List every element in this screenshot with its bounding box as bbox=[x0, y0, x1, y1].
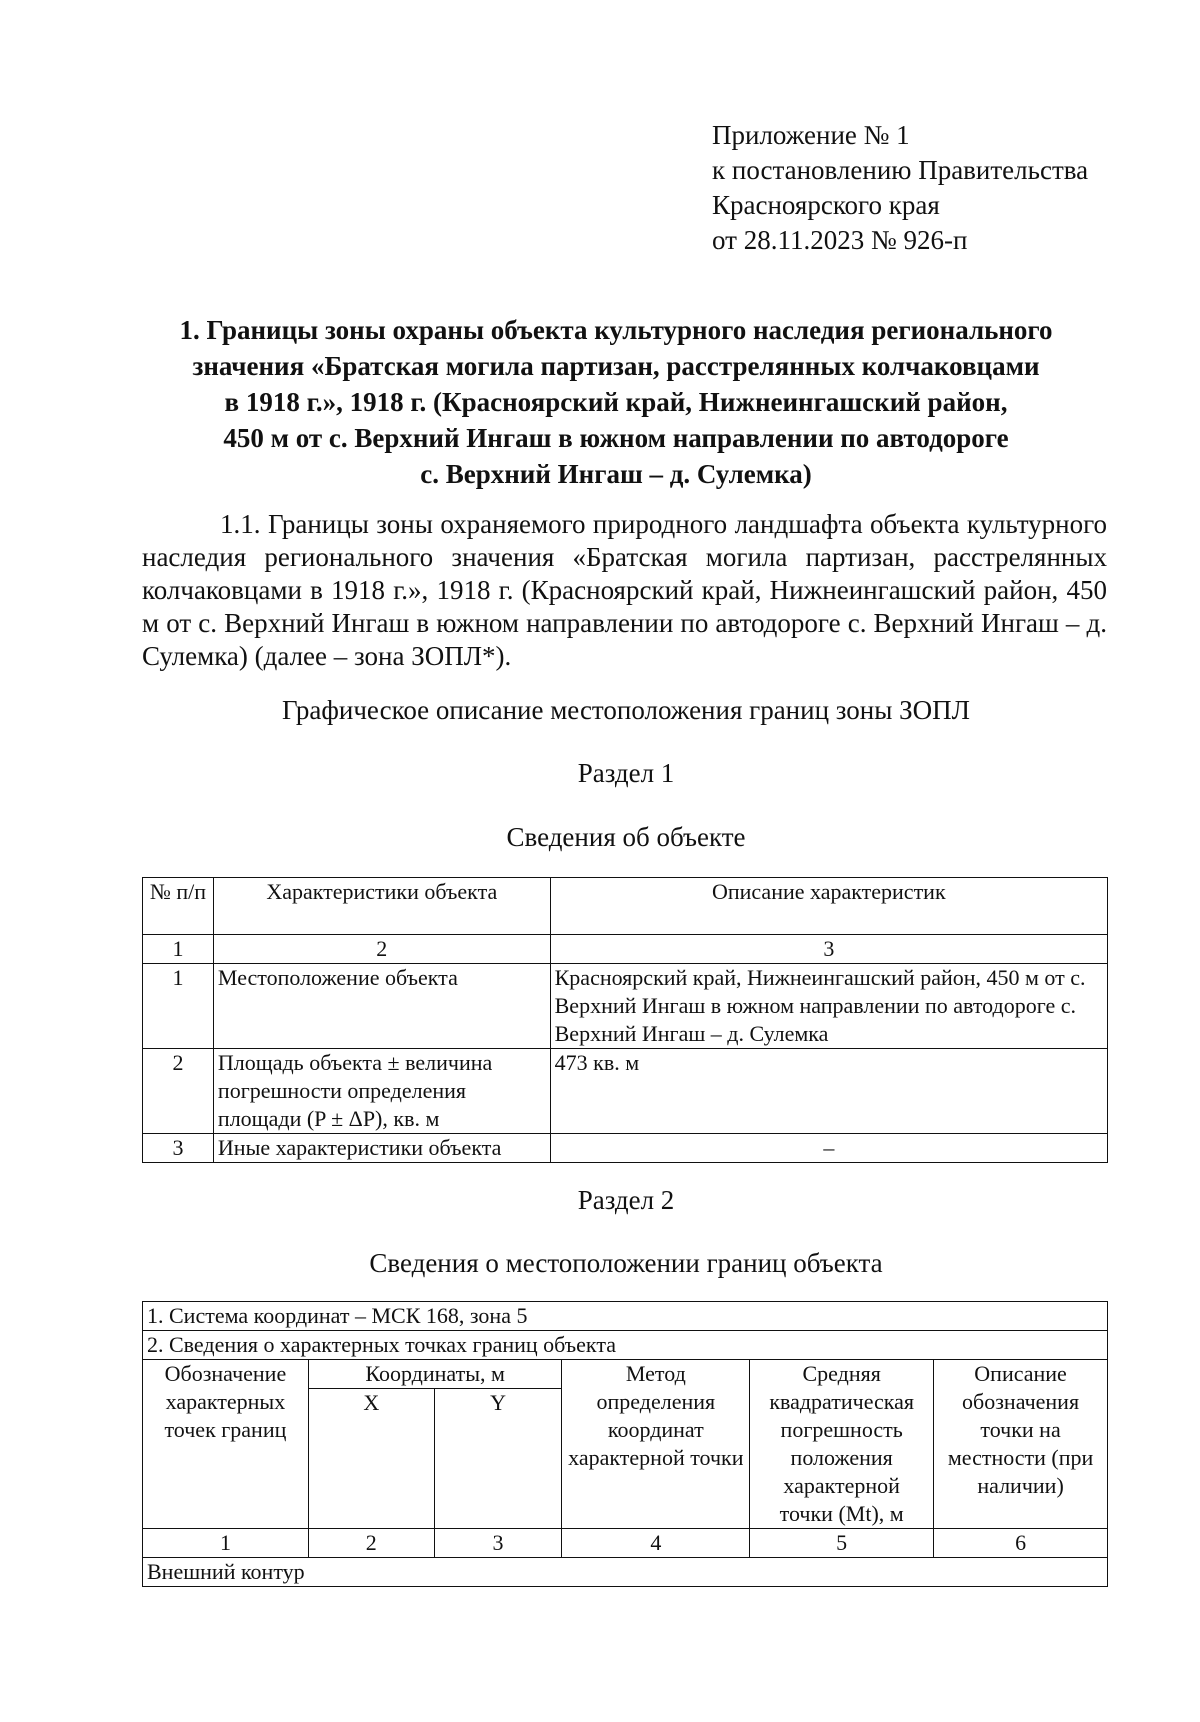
header-cell: Средняя квадратическая погрешность положения характерной точки (Mt), м bbox=[750, 1360, 934, 1529]
coord-system-row bbox=[143, 1302, 1108, 1331]
header-cell: № п/п bbox=[143, 878, 214, 935]
header-cell: Координаты, м bbox=[308, 1360, 562, 1389]
points-info: 2. Сведения о характерных точках границ объекта bbox=[143, 1331, 1108, 1360]
section1-subtitle: Сведения об объекте bbox=[506, 822, 746, 852]
column-number: 3 bbox=[550, 935, 1107, 964]
points-info-row bbox=[143, 1331, 1108, 1360]
column-number: 4 bbox=[562, 1529, 750, 1558]
section-heading bbox=[130, 312, 1102, 492]
heading-line: 1. Границы зоны охраны объекта культурного наследия регионального bbox=[179, 315, 1053, 345]
annex-block bbox=[712, 118, 1088, 258]
header-cell: Характеристики объекта bbox=[213, 878, 550, 935]
characteristic-name: Площадь объекта ± величина погрешности определения площади (P ± ΔP), кв. м bbox=[213, 1049, 550, 1134]
column-number: 1 bbox=[143, 935, 214, 964]
row-number: 1 bbox=[143, 964, 214, 1049]
column-number: 2 bbox=[308, 1529, 434, 1558]
heading-line: значения «Братская могила партизан, расстрелянных колчаковцами bbox=[192, 351, 1040, 381]
heading-line: с. Верхний Ингаш – д. Сулемка) bbox=[420, 459, 812, 489]
boundary-points-table bbox=[142, 1301, 1108, 1587]
characteristic-value: 473 кв. м bbox=[550, 1049, 1107, 1134]
characteristic-name: Местоположение объекта bbox=[213, 964, 550, 1049]
object-info-table bbox=[142, 877, 1108, 1163]
header-cell: Y bbox=[434, 1389, 562, 1529]
table-row bbox=[143, 1134, 1108, 1163]
coord-system: 1. Система координат – МСК 168, зона 5 bbox=[143, 1302, 1108, 1331]
table-row bbox=[143, 1049, 1108, 1134]
annex-line: Приложение № 1 bbox=[712, 120, 910, 150]
annex-line: Красноярского края bbox=[712, 190, 940, 220]
header-cell: Описание обозначения точки на местности (при наличии) bbox=[934, 1360, 1108, 1529]
table-header-row bbox=[143, 1360, 1108, 1389]
section2-subtitle: Сведения о местоположении границ объекта bbox=[369, 1248, 883, 1278]
header-cell: Обозначение характерных точек границ bbox=[143, 1360, 309, 1529]
header-cell: X bbox=[308, 1389, 434, 1529]
header-cell: Описание характеристик bbox=[550, 878, 1107, 935]
heading-line: в 1918 г.», 1918 г. (Красноярский край, Нижнеингашский район, bbox=[224, 387, 1008, 417]
table-number-row bbox=[143, 1529, 1108, 1558]
section1-title: Раздел 1 bbox=[577, 758, 675, 788]
section2-title: Раздел 2 bbox=[577, 1185, 675, 1215]
column-number: 5 bbox=[750, 1529, 934, 1558]
annex-line: от 28.11.2023 № 926-п bbox=[712, 225, 968, 255]
characteristic-value: – bbox=[550, 1134, 1107, 1163]
row-number: 2 bbox=[143, 1049, 214, 1134]
characteristic-name: Иные характеристики объекта bbox=[213, 1134, 550, 1163]
table-header-row bbox=[143, 878, 1108, 935]
row-number: 3 bbox=[143, 1134, 214, 1163]
table-row bbox=[143, 964, 1108, 1049]
column-number: 3 bbox=[434, 1529, 562, 1558]
header-cell: Метод определения координат характерной точки bbox=[562, 1360, 750, 1529]
column-number: 2 bbox=[213, 935, 550, 964]
graphic-description-title: Графическое описание местоположения границ зоны ЗОПЛ bbox=[282, 695, 970, 725]
table-number-row bbox=[143, 935, 1108, 964]
column-number: 1 bbox=[143, 1529, 309, 1558]
annex-line: к постановлению Правительства bbox=[712, 155, 1089, 185]
body-paragraph: 1.1. Границы зоны охраняемого природного ландшафта объекта культурного наследия регионального значения «Братская могила партизан, расстрелянных колчаковцами в 1918 г.», 1918 г. (Красноярский край, Нижнеингашский район, 450 м от с. Верхний Ингаш в южном направлении по автодороге с. Верхний Ингаш – д. Сулемка) (далее – зона ЗОПЛ*). bbox=[142, 509, 1107, 671]
characteristic-value: Красноярский край, Нижнеингашский район, 450 м от с. Верхний Ингаш в южном направлении по автодороге с. Верхний Ингаш – д. Сулемка bbox=[550, 964, 1107, 1049]
outer-contour-row bbox=[143, 1558, 1108, 1587]
column-number: 6 bbox=[934, 1529, 1108, 1558]
outer-contour: Внешний контур bbox=[143, 1558, 1108, 1587]
heading-line: 450 м от с. Верхний Ингаш в южном направлении по автодороге bbox=[223, 423, 1009, 453]
